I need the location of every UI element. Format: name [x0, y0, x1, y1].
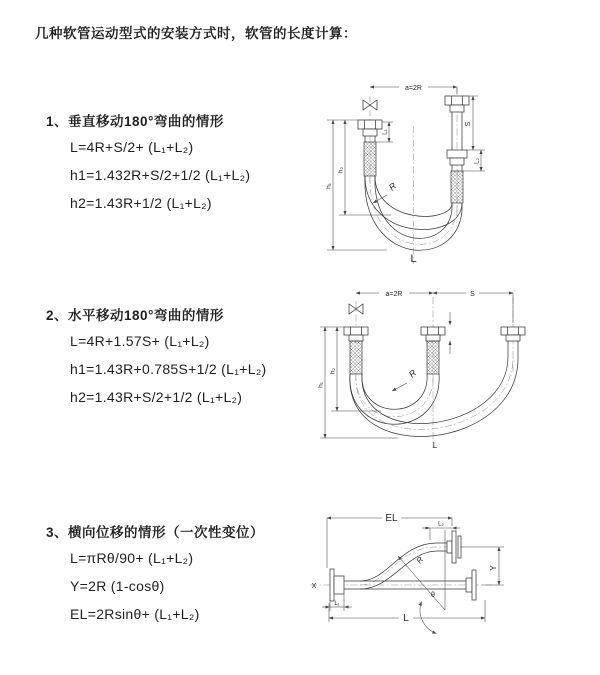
span-dimension [370, 82, 457, 94]
section-3-formula-l: L=πRθ/90+ (L₁+L₂) [70, 550, 194, 566]
section-3-formula-y: Y=2R (1-cosθ) [70, 578, 165, 594]
section-2-heading: 2、水平移动180°弯曲的情形 [46, 308, 224, 323]
height-dimensions [326, 120, 392, 250]
dim-label-l2: L₂ [474, 158, 481, 164]
section-2-formula-l: L=4R+1.57S+ (L₁+L₂) [70, 333, 210, 349]
braided-hose-section [350, 341, 362, 374]
page-title: 几种软管运动型式的安装方式时，软管的长度计算： [35, 26, 357, 41]
dim-label-span: a=2R [385, 291, 403, 298]
dim-label-h1: h₁ [317, 382, 325, 388]
braided-hose-section [427, 341, 439, 374]
left-pipe-assembly [358, 120, 382, 176]
l1-dimension [322, 594, 352, 611]
dim-label-radius: R [406, 367, 419, 380]
dim-label-y: Y [489, 565, 498, 571]
dim-label-el: EL [385, 513, 398, 524]
section-3-formula-el: EL=2Rsinθ+ (L₁+L₂) [70, 606, 200, 622]
section-2-formula-h2: h2=1.43R+S/2+1/2 (L₁+L₂) [70, 389, 243, 405]
dim-label-theta: θ [431, 592, 435, 599]
dim-label-length: L [432, 441, 438, 450]
diagram-lateral-displacement [302, 500, 517, 640]
span-dimension [356, 288, 513, 323]
hose-s-curve [360, 543, 447, 589]
displaced-end-flange [447, 531, 461, 563]
middle-pipe-assembly [421, 312, 450, 374]
length-dimension [329, 600, 485, 624]
dim-label-stroke: S [465, 121, 472, 127]
dim-label-span: a=2R [405, 85, 422, 92]
section-1-formula-h2: h2=1.43R+1/2 (L₁+L₂) [70, 195, 212, 211]
axis-label-x: X [311, 583, 317, 590]
right-pipe-assembly [445, 96, 469, 203]
dim-label-radius: R [414, 555, 426, 566]
dim-label-radius: R [386, 180, 399, 193]
dim-label-l2: L₂ [438, 521, 444, 528]
left-pipe-assembly [344, 327, 368, 374]
section-1-formula-h1: h1=1.432R+S/2+1/2 (L₁+L₂) [70, 167, 251, 183]
diagram-horizontal-180 [313, 283, 543, 458]
radius-callout [392, 367, 419, 391]
diagram-vertical-180 [315, 74, 515, 269]
braided-hose-section [451, 171, 463, 203]
section-1-heading: 1、垂直移动180°弯曲的情形 [46, 114, 224, 129]
dim-label-length: L [403, 613, 409, 624]
dim-label-h1: h₁ [325, 183, 333, 189]
dim-label-l1: L₁ [382, 129, 389, 135]
dim-label-l1: L₁ [334, 601, 340, 607]
section-3-heading: 3、横向位移的情形（一次性变位） [46, 525, 265, 540]
section-2-formula-h1: h1=1.43R+0.785S+1/2 (L₁+L₂) [70, 361, 267, 377]
section-1-formula-l: L=4R+S/2+ (L₁+L₂) [70, 139, 194, 155]
left-flange [330, 569, 344, 601]
braided-hose-section [364, 142, 376, 176]
dim-label-stroke: S [470, 291, 475, 298]
stroke-dimension-right [463, 96, 485, 171]
el-dimension [327, 512, 452, 568]
dim-label-h2: h₂ [337, 166, 345, 174]
dim-label-length: L [410, 253, 417, 265]
dim-label-h2: h₂ [329, 367, 337, 375]
